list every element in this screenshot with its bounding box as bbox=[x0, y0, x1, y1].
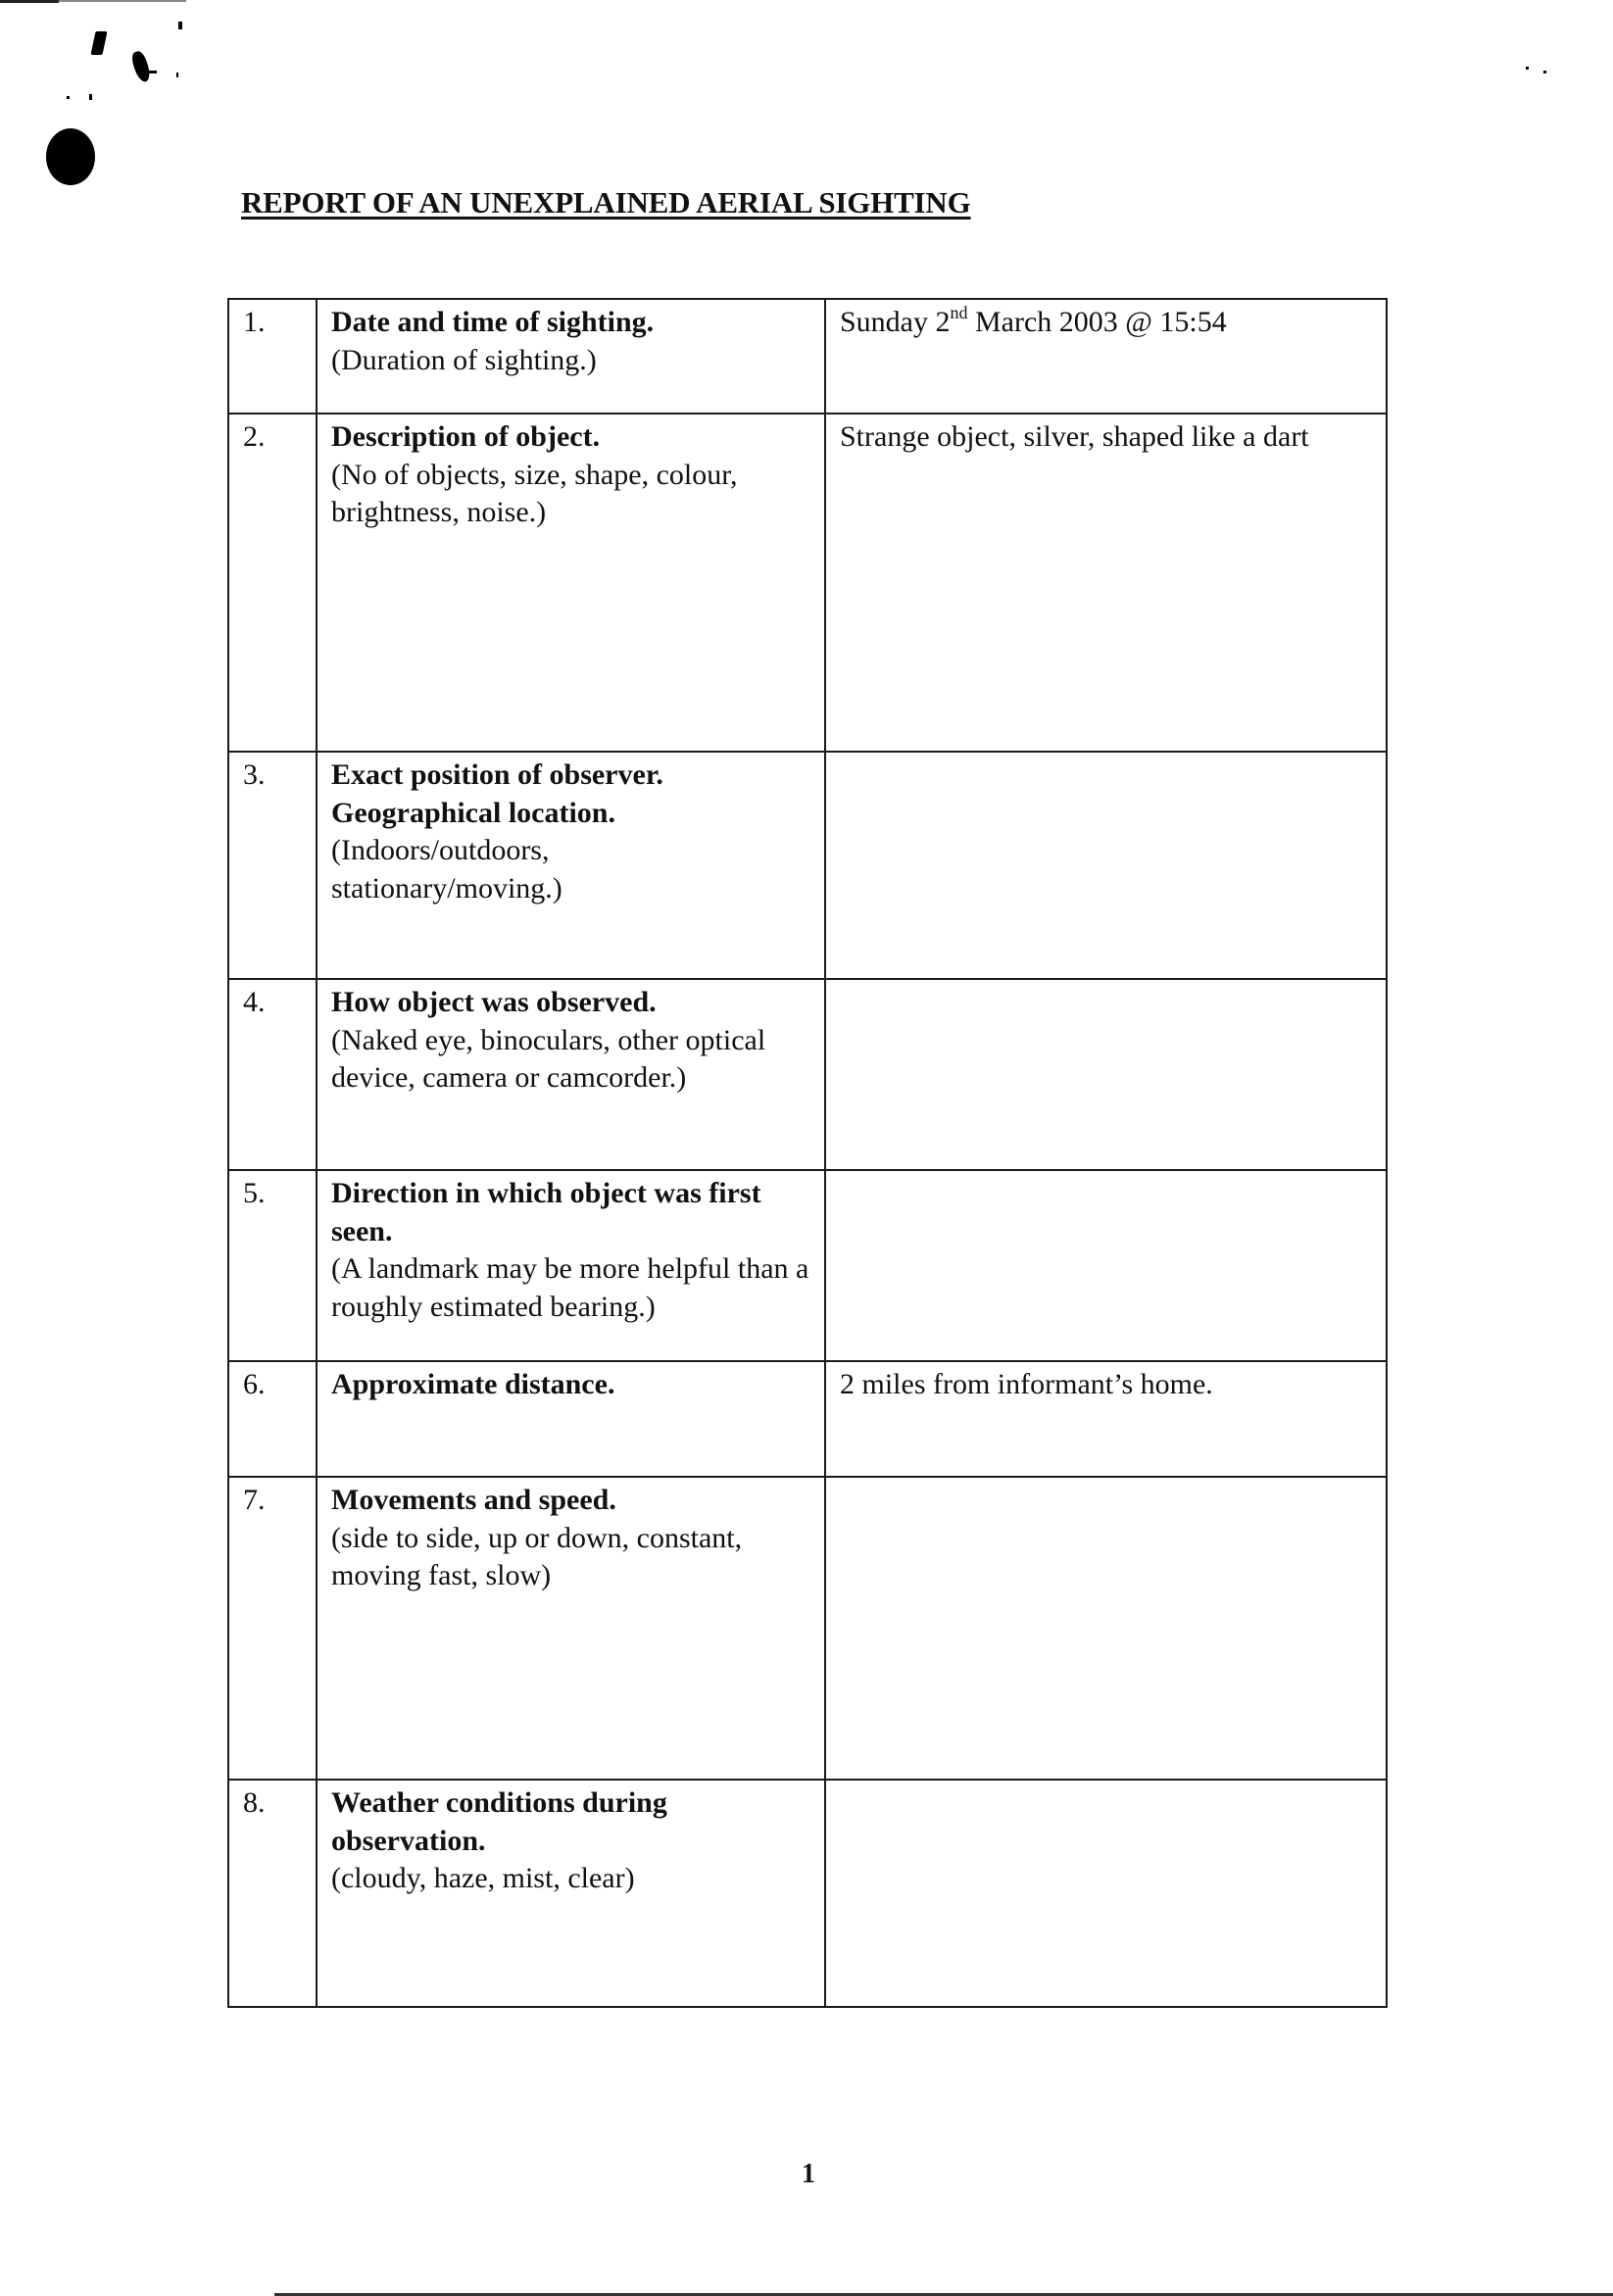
row-number: 8. bbox=[228, 1780, 317, 2007]
question-title-line2: Geographical location. bbox=[331, 796, 615, 829]
scan-speck bbox=[178, 22, 182, 29]
sighting-report-table bbox=[227, 298, 1388, 2008]
question-hint: (No of objects, size, shape, colour, brightness, noise.) bbox=[331, 458, 738, 528]
answer-text: Strange object, silver, shaped like a dart bbox=[840, 420, 1309, 453]
row-number: 5. bbox=[228, 1170, 317, 1361]
question-cell bbox=[317, 1361, 825, 1477]
answer-cell[interactable] bbox=[825, 752, 1387, 979]
question-cell bbox=[317, 299, 825, 414]
question-hint: (Indoors/outdoors, bbox=[331, 834, 550, 866]
scan-edge-mark bbox=[0, 0, 59, 3]
table-row bbox=[228, 299, 1387, 414]
answer-text: Sunday 2 bbox=[840, 306, 951, 338]
page-number: 1 bbox=[802, 2159, 815, 2189]
table-row bbox=[228, 414, 1387, 752]
answer-cell[interactable] bbox=[825, 414, 1387, 752]
row-number: 1. bbox=[228, 299, 317, 414]
question-hint: (Duration of sighting.) bbox=[331, 343, 597, 376]
question-cell bbox=[317, 414, 825, 752]
answer-cell[interactable] bbox=[825, 1361, 1387, 1477]
scan-speck bbox=[90, 31, 107, 55]
scan-speck bbox=[1543, 71, 1546, 73]
answer-text: 2 miles from informant’s home. bbox=[840, 1368, 1213, 1400]
table-row bbox=[228, 979, 1387, 1170]
row-number: 2. bbox=[228, 414, 317, 752]
question-title: Movements and speed. bbox=[331, 1484, 616, 1516]
question-hint: (Naked eye, binoculars, other optical device, camera or camcorder.) bbox=[331, 1023, 766, 1094]
scan-speck bbox=[89, 94, 92, 100]
question-title: Date and time of sighting. bbox=[331, 306, 655, 338]
answer-cell[interactable] bbox=[825, 1780, 1387, 2007]
answer-cell[interactable] bbox=[825, 1170, 1387, 1361]
scan-speck bbox=[67, 96, 70, 99]
question-title: Approximate distance. bbox=[331, 1368, 615, 1400]
answer-cell[interactable] bbox=[825, 1477, 1387, 1780]
scan-speck bbox=[1526, 67, 1529, 70]
question-cell bbox=[317, 979, 825, 1170]
question-hint: (cloudy, haze, mist, clear) bbox=[331, 1862, 635, 1894]
question-title: Direction in which object was first seen. bbox=[331, 1177, 761, 1247]
hole-punch-icon bbox=[46, 128, 95, 185]
row-number: 6. bbox=[228, 1361, 317, 1477]
question-cell bbox=[317, 1477, 825, 1780]
table-row bbox=[228, 1170, 1387, 1361]
question-title: Exact position of observer. bbox=[331, 758, 663, 791]
question-hint: (A landmark may be more helpful than a roughly estimated bearing.) bbox=[331, 1252, 809, 1323]
row-number: 7. bbox=[228, 1477, 317, 1780]
row-number: 3. bbox=[228, 752, 317, 979]
scan-speck bbox=[129, 50, 152, 84]
question-title: How object was observed. bbox=[331, 986, 657, 1018]
row-number: 4. bbox=[228, 979, 317, 1170]
ordinal-suffix: nd bbox=[950, 303, 968, 322]
question-cell bbox=[317, 752, 825, 979]
question-title: Description of object. bbox=[331, 420, 601, 453]
scan-speck bbox=[176, 73, 178, 77]
table-row bbox=[228, 1477, 1387, 1780]
document-title: REPORT OF AN UNEXPLAINED AERIAL SIGHTING bbox=[241, 185, 971, 220]
question-title: Weather conditions during observation. bbox=[331, 1786, 667, 1857]
table-row bbox=[228, 752, 1387, 979]
scan-speck bbox=[147, 71, 157, 73]
table-row bbox=[228, 1780, 1387, 2007]
answer-text: March 2003 @ 15:54 bbox=[967, 306, 1227, 338]
answer-cell[interactable] bbox=[825, 979, 1387, 1170]
question-hint: (side to side, up or down, constant, moving fast, slow) bbox=[331, 1521, 743, 1591]
question-hint-line2: stationary/moving.) bbox=[331, 871, 562, 904]
table-row bbox=[228, 1361, 1387, 1477]
scan-edge-mark-faint bbox=[59, 0, 186, 2]
question-cell bbox=[317, 1170, 825, 1361]
question-cell bbox=[317, 1780, 825, 2007]
answer-cell[interactable] bbox=[825, 299, 1387, 414]
